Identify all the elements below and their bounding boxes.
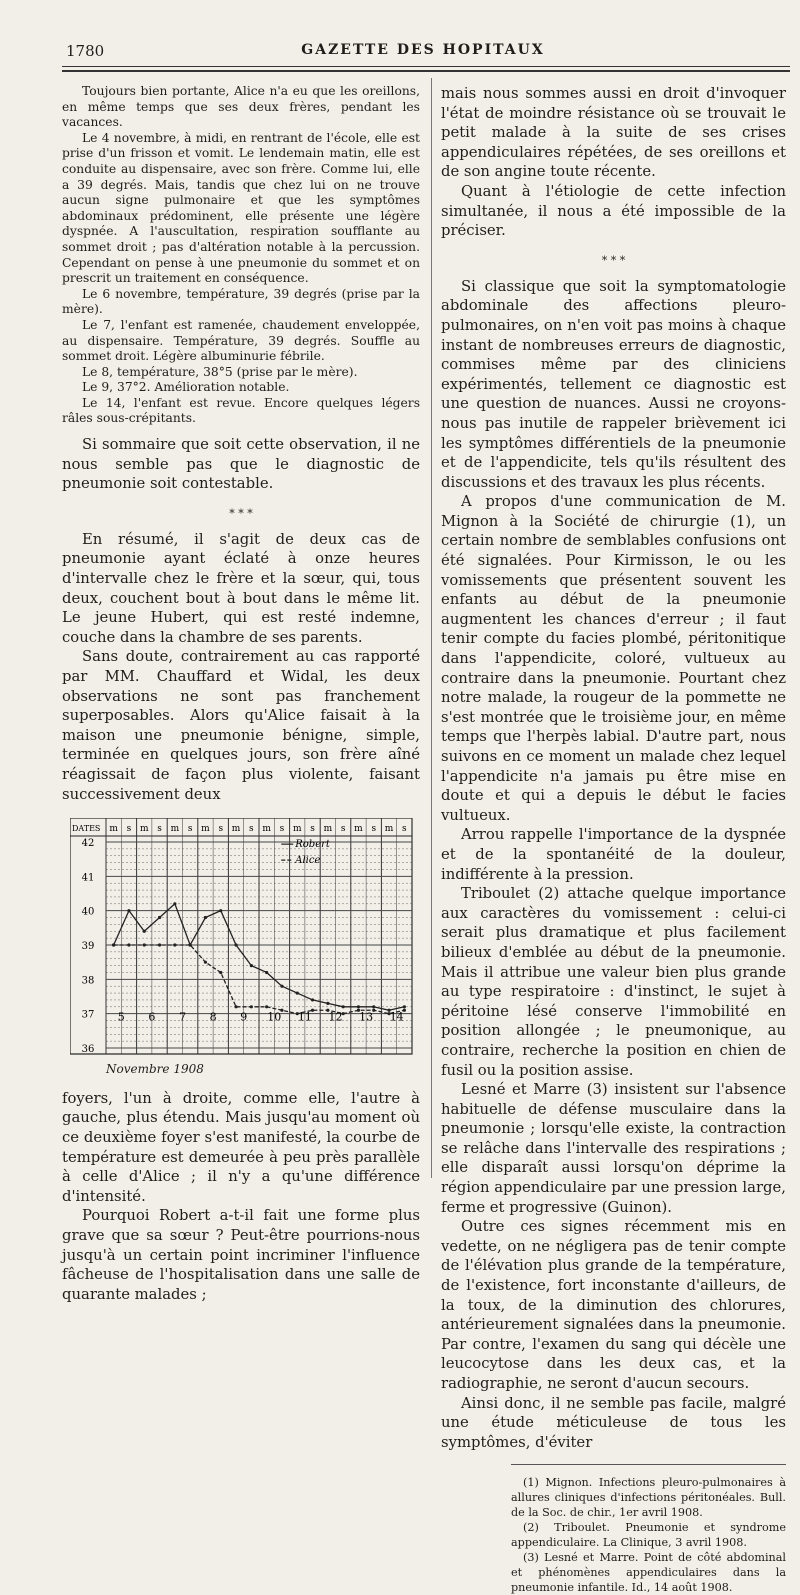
data-point-robert <box>173 902 176 905</box>
data-point-alice <box>158 944 161 947</box>
column-label: m <box>354 824 363 835</box>
data-point-alice <box>189 944 192 947</box>
data-point-robert <box>296 992 299 995</box>
data-point-robert <box>357 1005 360 1008</box>
data-point-alice <box>219 971 222 974</box>
y-tick-label: 42 <box>81 838 95 850</box>
data-point-robert <box>158 916 161 919</box>
column-label: s <box>371 824 377 835</box>
section-separator: * * * <box>229 506 253 520</box>
column-label: s <box>340 824 346 835</box>
date-label: 13 <box>359 1010 374 1024</box>
paragraph: Si sommaire que soit cette observation, il ne nous semble pas que le diagnostic de pneumonie soit contestable. <box>62 436 420 493</box>
column-label: s <box>126 824 132 835</box>
column-label: m <box>323 824 333 835</box>
paragraph: Le 9, 37°2. Amélioration notable. <box>82 380 290 395</box>
date-label: 10 <box>267 1010 282 1024</box>
data-point-robert <box>326 1002 329 1005</box>
column-label: s <box>402 824 407 835</box>
data-point-alice <box>112 944 115 947</box>
data-point-robert <box>342 1005 345 1008</box>
footnotes <box>511 1464 786 1595</box>
paragraph: Le 6 novembre, température, 39 degrés (prise par la mère). <box>62 286 420 317</box>
paragraph: Sans doute, contrairement au cas rapporté par MM. Chauffard et Widal, les deux observations ne sont pas franchement superposables. Alors qu'Alice faisait à la maison une pneumonie bénigne, simple, terminée en quelques jours, son frère aîné réagissait de façon plus violente, faisant successivement deux <box>62 648 420 803</box>
header-label: DATES <box>72 824 101 834</box>
data-point-robert <box>143 930 146 933</box>
paragraph: Le 7, l'enfant est ramenée, chaudement enveloppée, au dispensaire. Température, 39 degrés. Souffle au sommet droit. Légère albuminurie fébrile. <box>62 317 420 364</box>
footnote: (3) Lesné et Marre. Point de côté abdominal et phénomènes appendiculaires dans la pneumonie infantile. Id., 14 août 1908. <box>511 1551 786 1595</box>
paragraph: Ainsi donc, il ne semble pas facile, malgré une étude méticuleuse de tous les symptômes, d'éviter <box>441 1394 786 1451</box>
paragraph: Toujours bien portante, Alice n'a eu que les oreillons, en même temps que ses deux frères, pendant les vacances. <box>62 84 420 130</box>
right-column <box>441 84 786 1595</box>
data-point-robert <box>127 909 130 912</box>
paragraph: Le 8, température, 38°5 (prise par le mère). <box>82 364 358 379</box>
data-point-alice <box>127 944 130 947</box>
paragraph: Triboulet (2) attache quelque importance aux caractères du vomissement : celui-ci serait plus dramatique et plus facilement bilieux d'emblée au début de la pneumonie. Mais il attribue une valeur bien plus grande au type respiratoire : d'instinct, le sujet à péritoine lésé conserve l'immobilité en position allongée ; le pneumonique, au contraire, recherche la position en chien de fusil ou la position assise. <box>441 885 786 1079</box>
data-point-robert <box>234 944 237 947</box>
data-point-alice <box>250 1005 253 1008</box>
column-label: m <box>292 824 302 835</box>
y-tick-label: 40 <box>81 906 95 918</box>
paragraph: En résumé, il s'agit de deux cas de pneumonie ayant éclaté à onze heures d'intervalle chez le frère et la sœur, qui, tous deux, couchent bout à bout dans le même lit. Le jeune Hubert, qui est resté indemne, couche dans la chambre de ses parents. <box>62 530 420 646</box>
running-title: GAZETTE DES HOPITAUX <box>301 42 545 58</box>
column-label: m <box>201 824 210 835</box>
date-label: 12 <box>328 1010 343 1024</box>
column-label: m <box>170 824 180 835</box>
column-label: s <box>279 824 285 835</box>
chart-caption: Novembre 1908 <box>106 1062 204 1077</box>
paragraph: Outre ces signes récemment mis en vedette, on ne négligera pas de tenir compte de l'élévation plus grande de la température, de l'existence, fort inconstante d'ailleurs, de la toux, de la diminution des chlorures, antérieurement signalées dans la pneumonie. Par contre, l'examen du sang qui décèle une leucocytose dans les deux cas, et la radiographie, ne seront d'aucun secours. <box>441 1218 786 1392</box>
page-header <box>58 42 788 62</box>
data-point-alice <box>204 961 207 964</box>
legend-label: Alice <box>295 855 321 867</box>
section-separator: * * * <box>601 253 626 267</box>
data-point-robert <box>311 998 314 1001</box>
date-label: 11 <box>297 1010 312 1024</box>
column-label: m <box>109 824 118 835</box>
date-label: 7 <box>179 1010 186 1024</box>
data-point-robert <box>250 964 253 967</box>
date-label: 5 <box>117 1010 125 1024</box>
data-point-robert <box>219 909 222 912</box>
header-rule-thick <box>62 70 790 72</box>
column-label: s <box>310 824 315 835</box>
column-label: s <box>187 824 193 835</box>
header-rule <box>62 66 790 67</box>
column-label: m <box>384 824 394 835</box>
temperature-chart <box>70 818 422 1058</box>
data-point-robert <box>372 1005 375 1008</box>
paragraph: Le 14, l'enfant est revue. Encore quelques légers râles sous-crépitants. <box>62 395 420 426</box>
footnote: (2) Triboulet. Pneumonie et syndrome appendiculaire. La Clinique, 3 avril 1908. <box>511 1521 786 1550</box>
column-label: s <box>218 824 224 835</box>
y-tick-label: 41 <box>81 872 95 884</box>
paragraph: Quant à l'étiologie de cette infection simultanée, il nous a été impossible de la préciser. <box>441 182 786 240</box>
y-tick-label: 39 <box>81 941 95 953</box>
paragraph: mais nous sommes aussi en droit d'invoquer l'état de moindre résistance où se trouvait le petit malade à la suite de ses crises appendiculaires répétées, de ses oreillons et de son angine toute récente. <box>441 85 786 181</box>
paragraph: Si classique que soit la symptomatologie abdominale des affections pleuro-pulmonaires, on n'en voit pas moins à chaque instant de nombreuses erreurs de diagnostic, commises même par des cliniciens expérimentés, tellement ce diagnostic est une question de nuances. Aussi ne croyons-nous pas inutile de rappeler brièvement ici les symptômes différentiels de la pneumonie et de l'appendicite, tels qu'ils résultent des discussions et des travaux les plus récents. <box>441 277 786 491</box>
paragraph: Lesné et Marre (3) insistent sur l'absence habituelle de défense musculaire dans la pneumonie ; lorsqu'elle existe, la contraction se relâche dans l'intervalle des respirations ; elle disparaît aussi lorsqu'on déprime la région appendiculaire par une pression large, ferme et progressive (Guinon). <box>441 1081 786 1216</box>
paragraph: Pourquoi Robert a-t-il fait une forme plus grave que sa sœur ? Peut-être pourrions-nous jusqu'à un certain point incriminer l'influence fâcheuse de l'hospitalisation dans une salle de quarante malades ; <box>62 1207 420 1303</box>
y-tick-label: 38 <box>81 975 95 987</box>
date-label: 8 <box>209 1010 217 1024</box>
column-label: m <box>139 824 149 835</box>
legend-label: Robert <box>295 839 330 851</box>
paragraph: A propos d'une communication de M. Mignon à la Société de chirurgie (1), un certain nombre de semblables confusions ont été signalées. Pour Kirmisson, le ou les vomissements que présentent souvent les enfants au début de la pneumonie augmentent les chances d'erreur ; il faut tenir compte du facies plombé, péritonitique dans l'appendicite, coloré, vultueux au contraire dans la pneumonie. Pourtant chez notre malade, la rougeur de la pommette ne s'est montrée que le troisième jour, en même temps que l'herpès labial. D'autre part, nous suivons en ce moment un malade chez lequel l'appendicite n'a jamais pu être mise en doute et qui a depuis le début le facies vultueux. <box>441 493 786 824</box>
data-point-robert <box>280 985 283 988</box>
column-label: m <box>262 824 271 835</box>
data-point-robert <box>265 971 268 974</box>
data-point-robert <box>403 1005 406 1008</box>
left-column <box>62 84 420 1304</box>
column-label: s <box>249 824 254 835</box>
date-label: 14 <box>389 1010 404 1024</box>
paragraph: Le 4 novembre, à midi, en rentrant de l'école, elle est prise d'un frisson et vomit. Le lendemain matin, elle est conduite au dispensaire, avec son frère. Comme lui, elle a 39 degrés. Mais, tandis que chez lui on ne trouve aucun signe pulmonaire et que les symptômes abdominaux prédominent, elle présente une légère dyspnée. A l'auscultation, respiration soufflante au sommet droit ; pas d'altération notable à la percussion. Cependant on pense à une pneumonie du sommet et on prescrit un traitement en conséquence. <box>62 130 420 286</box>
y-tick-label: 37 <box>81 1009 95 1021</box>
column-divider <box>431 78 432 1178</box>
page-number: 1780 <box>66 42 105 60</box>
date-label: 9 <box>240 1010 248 1024</box>
paragraph: foyers, l'un à droite, comme elle, l'autre à gauche, plus étendu. Mais jusqu'au moment où ce deuxième foyer s'est manifesté, la courbe de température est demeurée à peu près parallèle à celle d'Alice ; il n'y a qu'une différence d'intensité. <box>62 1089 420 1205</box>
data-point-alice <box>234 1005 237 1008</box>
data-point-alice <box>143 944 146 947</box>
data-point-alice <box>173 944 176 947</box>
y-tick-label: 36 <box>81 1044 95 1056</box>
paragraph: Arrou rappelle l'importance de la dyspnée et de la spontanéité de la douleur, indifférente à la pression. <box>441 826 786 883</box>
column-label: s <box>157 824 162 835</box>
footnote: (1) Mignon. Infections pleuro-pulmonaires à allures cliniques d'infections péritonéales. Bull. de la Soc. de chir., 1er avril 1908. <box>511 1476 786 1520</box>
temperature-chart-svg <box>70 818 422 1058</box>
data-point-alice <box>265 1005 268 1008</box>
date-label: 6 <box>148 1010 156 1024</box>
data-point-robert <box>204 916 207 919</box>
column-label: m <box>231 824 241 835</box>
